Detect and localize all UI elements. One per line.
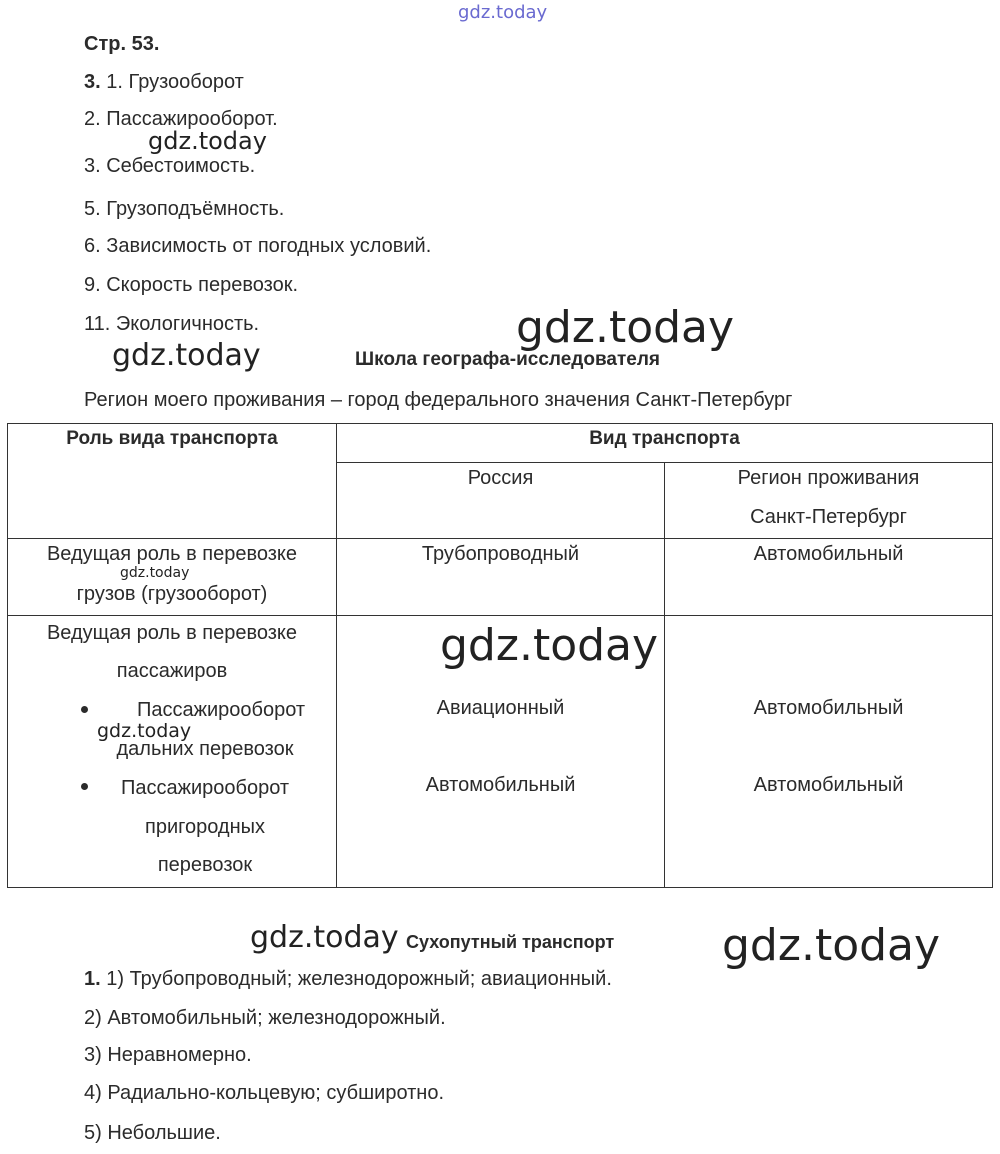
- task3-item: 3. Себестоимость.: [84, 155, 256, 177]
- table-cell-region: Автомобильный: [753, 543, 904, 565]
- page-reference: Стр. 53.: [84, 33, 160, 55]
- task3-item: 5. Грузоподъёмность.: [84, 198, 285, 220]
- column-header-region: Санкт-Петербург: [750, 506, 907, 528]
- column-header-russia: Россия: [467, 467, 534, 489]
- task1-item: 3) Неравномерно.: [84, 1044, 252, 1066]
- table-cell-bullet: Пассажирооборот: [136, 699, 306, 721]
- table-border: [992, 423, 993, 888]
- task3-item: 2. Пассажирооборот.: [84, 108, 278, 130]
- section-heading: Сухопутный транспорт: [406, 932, 615, 952]
- region-line: Регион моего проживания – город федерального значения Санкт-Петербург: [84, 389, 793, 411]
- table-border: [7, 615, 993, 616]
- watermark: gdz.today: [97, 720, 192, 742]
- watermark: gdz.today: [516, 302, 735, 353]
- task3-item: [84, 70, 244, 94]
- watermark: gdz.today: [120, 565, 190, 581]
- table-cell-bullet: Пассажирооборот: [120, 777, 290, 799]
- column-header-region: Регион проживания: [737, 467, 920, 489]
- watermark: gdz.today: [440, 620, 659, 671]
- table-cell-russia: Трубопроводный: [421, 543, 580, 565]
- table-cell-bullet: дальних перевозок: [116, 738, 294, 760]
- table-cell-role: пассажиров: [116, 660, 228, 682]
- table-cell-bullet: пригородных: [145, 816, 265, 838]
- table-border: [7, 423, 8, 888]
- table-cell-role: Ведущая роль в перевозке: [46, 543, 298, 565]
- task1-item: [84, 967, 612, 991]
- task1-item: 4) Радиально-кольцевую; субширотно.: [84, 1082, 445, 1104]
- watermark: gdz.today: [112, 338, 261, 373]
- task1-item: 2) Автомобильный; железнодорожный.: [84, 1007, 446, 1029]
- table-cell-role: Ведущая роль в перевозке: [46, 622, 298, 644]
- task1-item-text: 1) Трубопроводный; железнодорожный; авиационный.: [106, 968, 612, 990]
- task1-item: 5) Небольшие.: [84, 1122, 221, 1144]
- watermark: gdz.today: [148, 127, 267, 155]
- table-border: [7, 423, 993, 424]
- table-cell-region: Автомобильный: [753, 697, 904, 719]
- task3-item: 11. Экологичность.: [84, 313, 260, 335]
- table-border: [7, 538, 993, 539]
- task3-item: 9. Скорость перевозок.: [84, 274, 299, 296]
- table-border: [7, 887, 993, 888]
- watermark: gdz.today: [458, 2, 548, 23]
- task3-item-text: 1. Грузооборот: [106, 71, 244, 93]
- task-number: 1.: [84, 968, 101, 990]
- table-cell-russia: Авиационный: [436, 697, 565, 719]
- watermark: gdz.today: [722, 920, 941, 971]
- table-cell-region: Автомобильный: [753, 774, 904, 796]
- table-header-role: Роль вида транспорта: [66, 428, 278, 449]
- watermark: gdz.today: [250, 920, 399, 955]
- table-cell-russia: Автомобильный: [425, 774, 576, 796]
- task-number: 3.: [84, 71, 101, 93]
- section-heading: Школа географа-исследователя: [355, 349, 660, 370]
- task3-item: 6. Зависимость от погодных условий.: [84, 235, 432, 257]
- table-header-type: Вид транспорта: [589, 428, 740, 449]
- table-cell-role: грузов (грузооборот): [76, 583, 268, 605]
- table-cell-bullet: перевозок: [157, 854, 253, 876]
